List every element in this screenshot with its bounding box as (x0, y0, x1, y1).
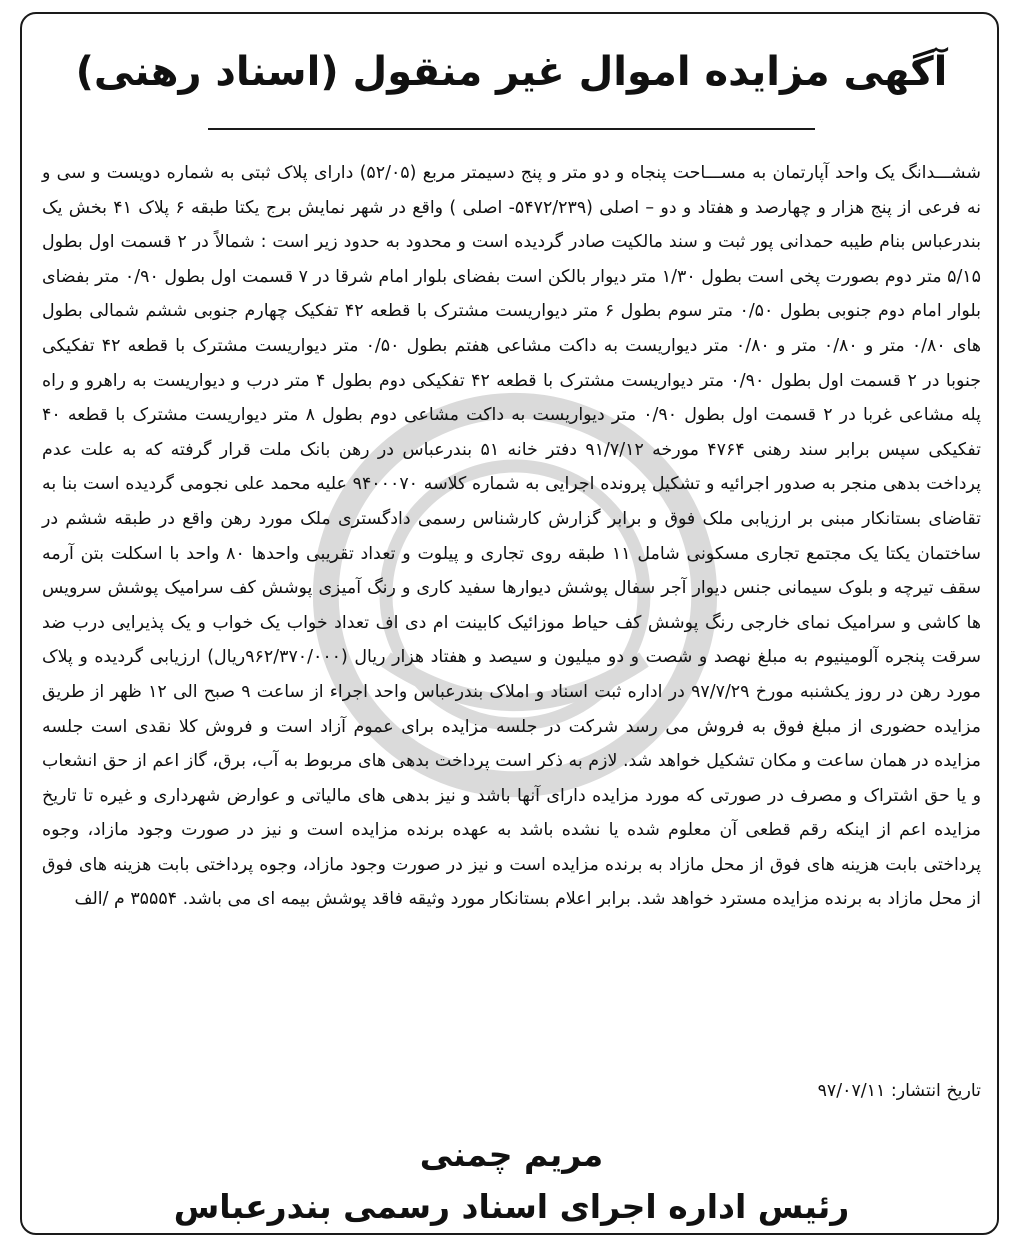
signer-title: رئیس اداره اجرای اسناد رسمی بندرعباس (173, 1187, 850, 1226)
publication-date: تاریخ انتشار: ۹۷/۰۷/۱۱ (817, 1081, 981, 1101)
notice-body: ششـــدانگ یک واحد آپارتمان به مســـاحت پنجاه و دو متر و پنج دسیمتر مربع (۵۲/۰۵) دارای پلاک ثبتی به شماره دویست و سی و نه فرعی از پنج هزار و چهارصد و هفتاد و دو – اصلی (۵۴۷۲/۲۳۹- اصلی ) واقع در شهر نمایش برج یکتا طبقه ۶ پلاک ۴۱ بخش یک بندرعباس بنام طیبه حمدانی پور ثبت و سند مالکیت صادر گردیده است و محدود به حدود زیر است : شمالاً در ۲ قسمت اول بطول ۵/۱۵ متر دوم بصورت پخی است بطول ۱/۳۰ متر دیوار بالکن است بفضای بلوار امام شرقا در ۷ قسمت اول بطول ۰/۹۰ متر بفضای بلوار امام دوم جنوبی بطول ۰/۵۰ متر سوم بطول ۶ متر دیواریست مشترک با قطعه ۴۲ تفکیک چهارم جنوبی ششم شمالی بطول های ۰/۸۰ متر و ۰/۸۰ متر و ۰/۸۰ متر دیواریست به داکت مشاعی هفتم بطول ۰/۵۰ متر دیواریست مشترک با قطعه ۴۲ تفکیکی جنوبا در ۲ قسمت اول بطول ۰/۹۰ متر دیواریست مشترک با قطعه ۴۲ تفکیکی دوم بطول ۴ متر درب و دیواریست به راهرو و راه پله مشاعی غربا در ۲ قسمت اول بطول ۰/۹۰ متر دیواریست به داکت مشاعی دوم بطول ۸ متر دیواریست مشترک با قطعه ۴۰ تفکیکی سپس برابر سند رهنی ۴۷۶۴ مورخه ۹۱/۷/۱۲ دفتر خانه ۵۱ بندرعباس در رهن بانک ملت قرار گرفته که به علت عدم پرداخت بدهی منجر به صدور اجرائیه و تشکیل پرونده اجرایی به شماره کلاسه ۹۴۰۰۰۷۰ علیه محمد علی نجومی گردیده است بنا به تقاضای بستانکار مبنی بر ارزیابی ملک فوق و برابر گزارش کارشناس رسمی دادگستری ملک مورد رهن واقع در طبقه ششم در ساختمان یکتا یک مجتمع تجاری مسکونی شامل ۱۱ طبقه روی تجاری و پیلوت و تعداد تقریبی واحدها ۸۰ واحد با اسکلت بتن آرمه سقف تیرچه و بلوک سیمانی جنس دیوار آجر سفال پوشش دیوارها سفید کاری و رنگ آمیزی پوشش کف سرامیک پوشش سرویس ها کاشی و سرامیک نمای خارجی رنگ پوشش کف حیاط موزائیک کابینت ام دی اف تعداد خواب یک خواب و یک پذیرایی درب ضد سرقت پنجره آلومینیوم به مبلغ نهصد و شصت و دو میلیون و سیصد و هفتاد هزار ریال (۹۶۲/۳۷۰/۰۰۰ریال) ارزیابی گردیده و پلاک مورد رهن در روز یکشنبه مورخ ۹۷/۷/۲۹ در اداره ثبت اسناد و املاک بندرعباس واحد اجراء از ساعت ۹ صبح الی ۱۲ ظهر از طریق مزایده حضوری از مبلغ فوق به فروش می رسد شرکت در جلسه مزایده برای عموم آزاد است و فروش کلا نقدی است جلسه مزایده در همان ساعت و مکان تشکیل خواهد شد. لازم به ذکر است پرداخت بدهی های مربوط به آب، برق، گاز اعم از حق انشعاب و یا حق اشتراک و مصرف در صورتی که مورد مزایده دارای آنها باشد و نیز بدهی های مالیاتی و عوارض شهرداری و غیره تا تاریخ مزایده اعم از اینکه رقم قطعی آن معلوم شده یا نشده باشد به عهده برنده مزایده است و نیز در صورت وجود مازاد، وجوه پرداختی بابت هزینه های فوق از محل مازاد به برنده مزایده است و نیز در صورت وجود مازاد، وجوه پرداختی بابت هزینه های فوق از محل مازاد به برنده مزایده مسترد خواهد شد. برابر اعلام بستانکار مورد وثیقه فاقد پوشش بیمه ای می باشد. ۳۵۵۵۴ م /الف (42, 163, 982, 910)
title-divider (208, 128, 815, 130)
notice-title: آگهی مزایده اموال غیر منقول (اسناد رهنی) (75, 49, 948, 95)
signer-name: مریم چمنی (419, 1135, 604, 1174)
